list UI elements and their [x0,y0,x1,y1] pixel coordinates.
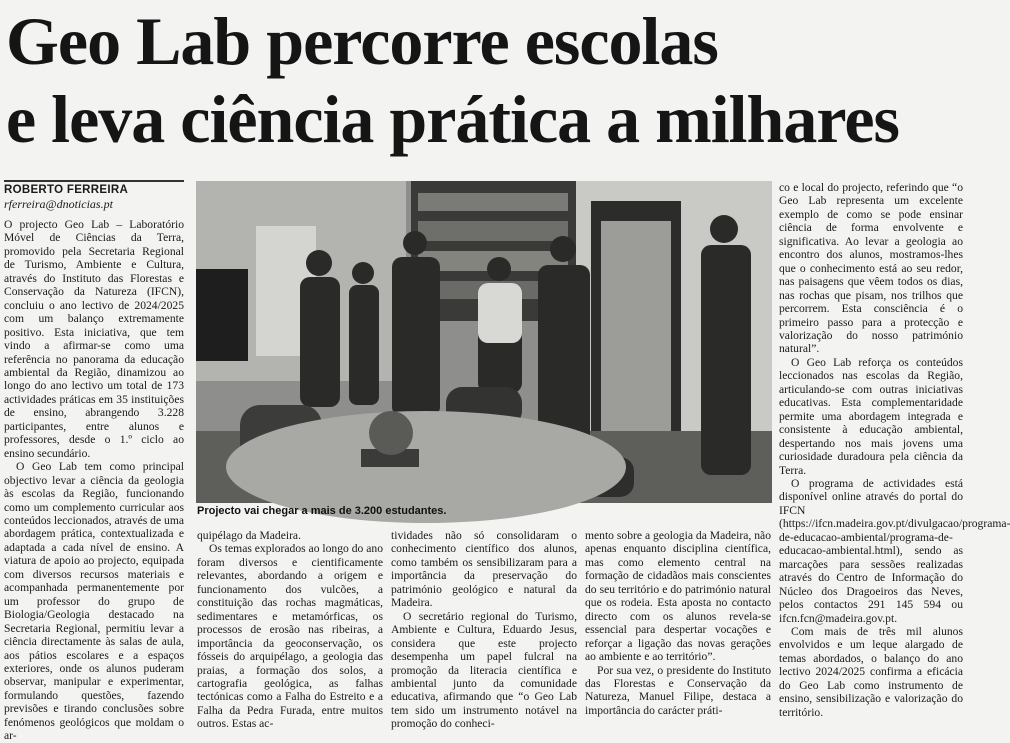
paragraph: O programa de actividades está disponível online através do portal do IFCN (https://ifcn.madeira.gov.pt/divulgacao/programa-de-educacao-ambiental/programa-de-educacao-ambiental.html), sendo as marcações para sessões realizadas através do Centro de Informação do Núcleo dos Dragoeiros das Neves, pelos contactos 291 145 594 ou ifcn.fcn@madeira.gov.pt. [779,476,1010,625]
author-name: ROBERTO FERREIRA [4,184,129,196]
article-column-1 [4,218,184,743]
paragraph: O Geo Lab reforça os conteúdos leccionados nas escolas da Região, articulando-se com outras iniciativas educativas. Esta complementaridade permite uma abordagem integrada e consistente à educação ambiental, despertando nos mais jovens uma curiosidade duradoura pela ciência da Terra. [779,355,963,477]
article-column-3 [391,529,577,735]
photo-caption: Projecto vai chegar a mais de 3.200 estudantes. [197,505,447,517]
article-photo [196,181,772,503]
paragraph: mento sobre a geologia da Madeira, não apenas enquanto disciplina científica, mas como elemento central na formação de cidadãos mais conscientes do seu território e do património natural que os rodeia. Esta aposta no contacto directo com os alunos revela-se essencial para despertar vocações e reforçar a ligação das novas gerações ao ambiente e ao território”. [585,529,771,664]
headline-line-1: Geo Lab percorre escolas [6,3,718,79]
paragraph: tividades não só consolidaram o conhecimento científico dos alunos, como também os sensibilizaram para a importância da preservação do património geológico e natural da Madeira. [391,529,577,610]
headline [6,2,962,158]
headline-line-2: e leva ciência prática a milhares [6,81,899,157]
paragraph: O secretário regional do Turismo, Ambiente e Cultura, Eduardo Jesus, considera que este projecto desempenha um papel fulcral na promoção da literacia científica e ambiental junto da comunidade educativa, afirmando que “o Geo Lab tem sido um instrumento notável na promoção do conheci- [391,609,577,731]
paragraph: O projecto Geo Lab – Laboratório Móvel de Ciências da Terra, promovido pela Secretaria Regional de Turismo, Ambiente e Cultura, através do Instituto das Florestas e Conservação da Natureza (IFCN), concluiu o ano lectivo de 2024/2025 com um balanço extremamente positivo. Esta iniciativa, que tem vindo a afirmar-se como uma referência no panorama da educação ambiental da Região, dinamizou ao longo do ano lectivo um total de 173 actividades práticas em 35 instituições de ensino, abrangendo 3.228 participantes, entre alunos e professores, desde o 1.º ciclo ao ensino secundário. [4,218,184,460]
author-email: rferreira@dnoticias.pt [4,197,113,211]
paragraph: quipélago da Madeira. [197,529,301,542]
paragraph: O Geo Lab tem como principal objectivo levar a ciência da geologia às escolas da Região, funcionando como um complemento curricular aos conteúdos leccionados, através de uma abordagem prática, contextualizada e adaptada a cada nível de ensino. A viatura de apoio ao projecto, equipada com diversos recursos materiais e acompanhada permanentemente por um professor do grupo de Biologia/Geologia destacado na Secretaria Regional, permitiu levar a ciência directamente às salas de aula, aos pátios escolares e a espaços exteriores, onde os alunos puderam observar, manipular e experimentar, formulando questões, fazendo previsões e tirando conclusões sobre fenómenos geológicos que moldam o ar- [4,460,184,743]
paragraph: Os temas explorados ao longo do ano foram diversos e cientificamente relevantes, abordando a origem e funcionamento dos vulcões, a constituição das rochas magmáticas, sedimentares e metamórficas, os processos de erosão nas ribeiras, a importância da geoconservação, os fósseis do arquipélago, a geologia das praias, a formação dos solos, a cartografia geológica, as falhas tectónicas como a Falha do Estreito e a Falha da Pedra Furada, entre muitos outros. Estas ac- [197,542,383,731]
article-column-4 [585,529,771,735]
byline [4,184,184,212]
paragraph: Por sua vez, o presidente do Instituto das Florestas e Conservação da Natureza, Manuel Filipe, destaca a importância do carácter práti- [585,663,771,717]
article-column-2 [197,529,383,735]
article-column-5 [779,181,1010,736]
byline-rule [4,180,184,182]
paragraph: co e local do projecto, referindo que “o Geo Lab representa um excelente exemplo de como se pode ensinar ciência de forma envolvente e significativa. Ao levar a geologia ao encontro dos alunos, mostramos-lhes que o conhecimento está ao seu redor, nas paisagens que vêem todos os dias, nas rochas que pisam, nos trilhos que percorrem. Esta consciência é o primeiro passo para a protecção e valorização do nosso património natural”. [779,181,963,356]
paragraph: Com mais de três mil alunos envolvidos e um leque alargado de temas abordados, o balanço do ano lectivo 2024/2025 confirma a eficácia do Geo Lab como instrumento de ensino, sensibilização e valorização do território. [779,624,963,719]
